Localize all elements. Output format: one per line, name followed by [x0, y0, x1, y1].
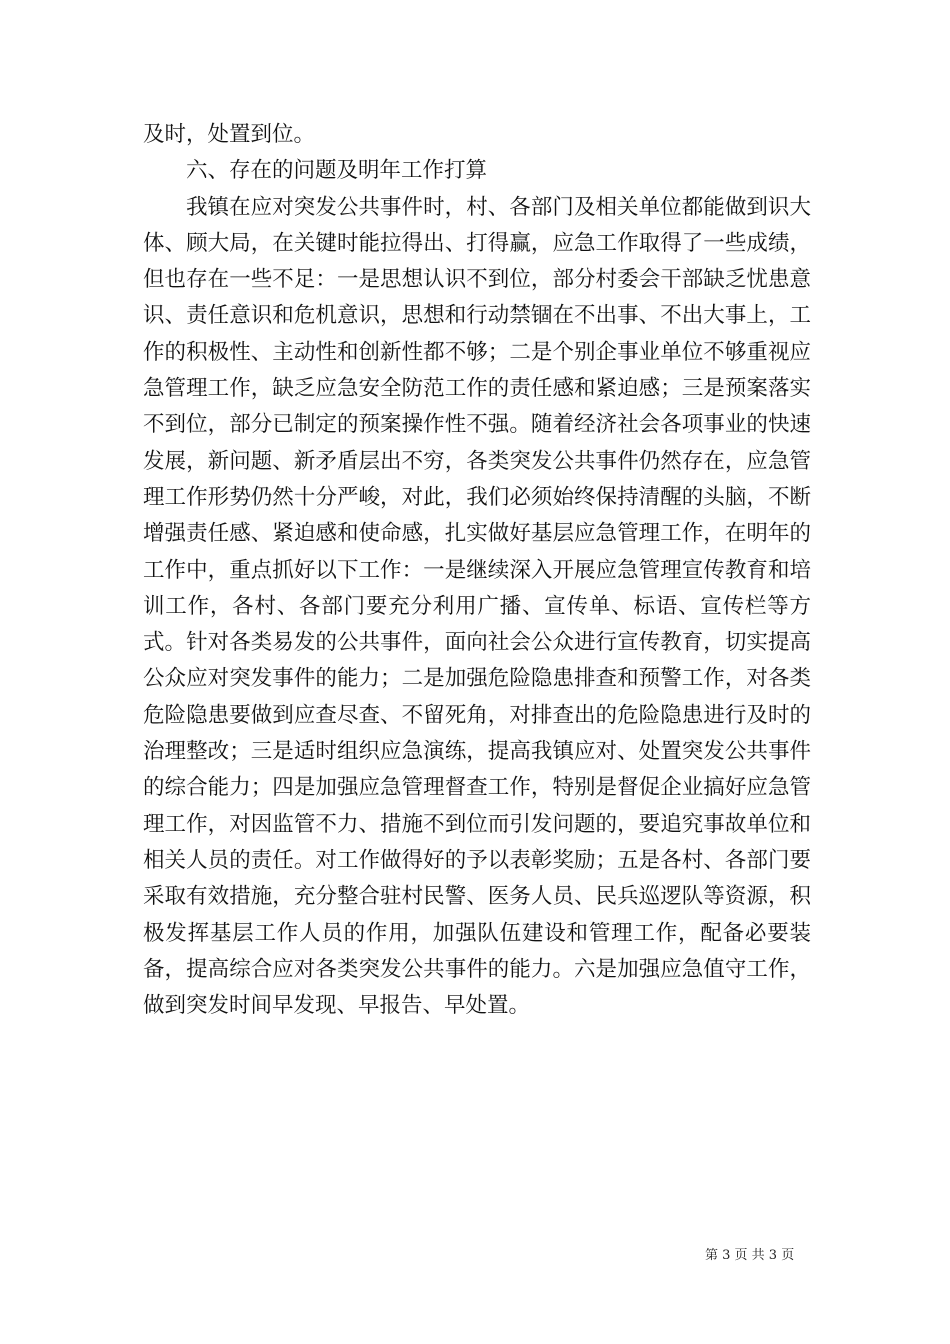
section-heading: 六、存在的问题及明年工作打算 — [186, 158, 488, 184]
body-paragraph: 我镇在应对突发公共事件时，村、各部门及相关单位都能做到识大体、顾大局，在关键时能拉得出、打得赢，应急工作取得了一些成绩，但也存在一些不足：一是思想认识不到位，部分村委会干部缺乏忧患意识、责任意识和危机意识，思想和行动禁锢在不出事、不出大事上，工作的积极性、主动性和创新性都不够；二是个别企事业单位不够重视应急管理工作，缺乏应急安全防范工作的责任感和紧迫感；三是预案落实不到位，部分已制定的预案操作性不强。随着经济社会各项事业的快速发展，新问题、新矛盾层出不穷，各类突发公共事件仍然存在，应急管理工作形势仍然十分严峻，对此，我们必须始终保持清醒的头脑，不断增强责任感、紧迫感和使命感，扎实做好基层应急管理工作，在明年的工作中，重点抓好以下工作：一是继续深入开展应急管理宣传教育和培训工作，各村、各部门要充分利用广播、宣传单、标语、宣传栏等方式。针对各类易发的公共事件，面向社会公众进行宣传教育，切实提高公众应对突发事件的能力；二是加强危险隐患排查和预警工作，对各类危险隐患要做到应查尽查、不留死角，对排查出的危险隐患进行及时的治理整改；三是适时组织应急演练，提高我镇应对、处置突发公共事件的综合能力；四是加强应急管理督查工作，特别是督促企业搞好应急管理工作，对因监管不力、措施不到位而引发问题的，要追究事故单位和相关人员的责任。对工作做得好的予以表彰奖励；五是各村、各部门要采取有效措施，充分整合驻村民警、医务人员、民兵巡逻队等资源，积极发挥基层工作人员的作用，加强队伍建设和管理工作，配备必要装备，提高综合应对各类突发公共事件的能力。六是加强应急值守工作，做到突发时间早发现、早报告、早处置。 — [143, 194, 811, 1019]
page-number-footer: 第 3 页 共 3 页 — [705, 1248, 795, 1263]
continuation-text: 及时，处置到位。 — [143, 122, 316, 147]
document-body — [143, 117, 811, 1024]
